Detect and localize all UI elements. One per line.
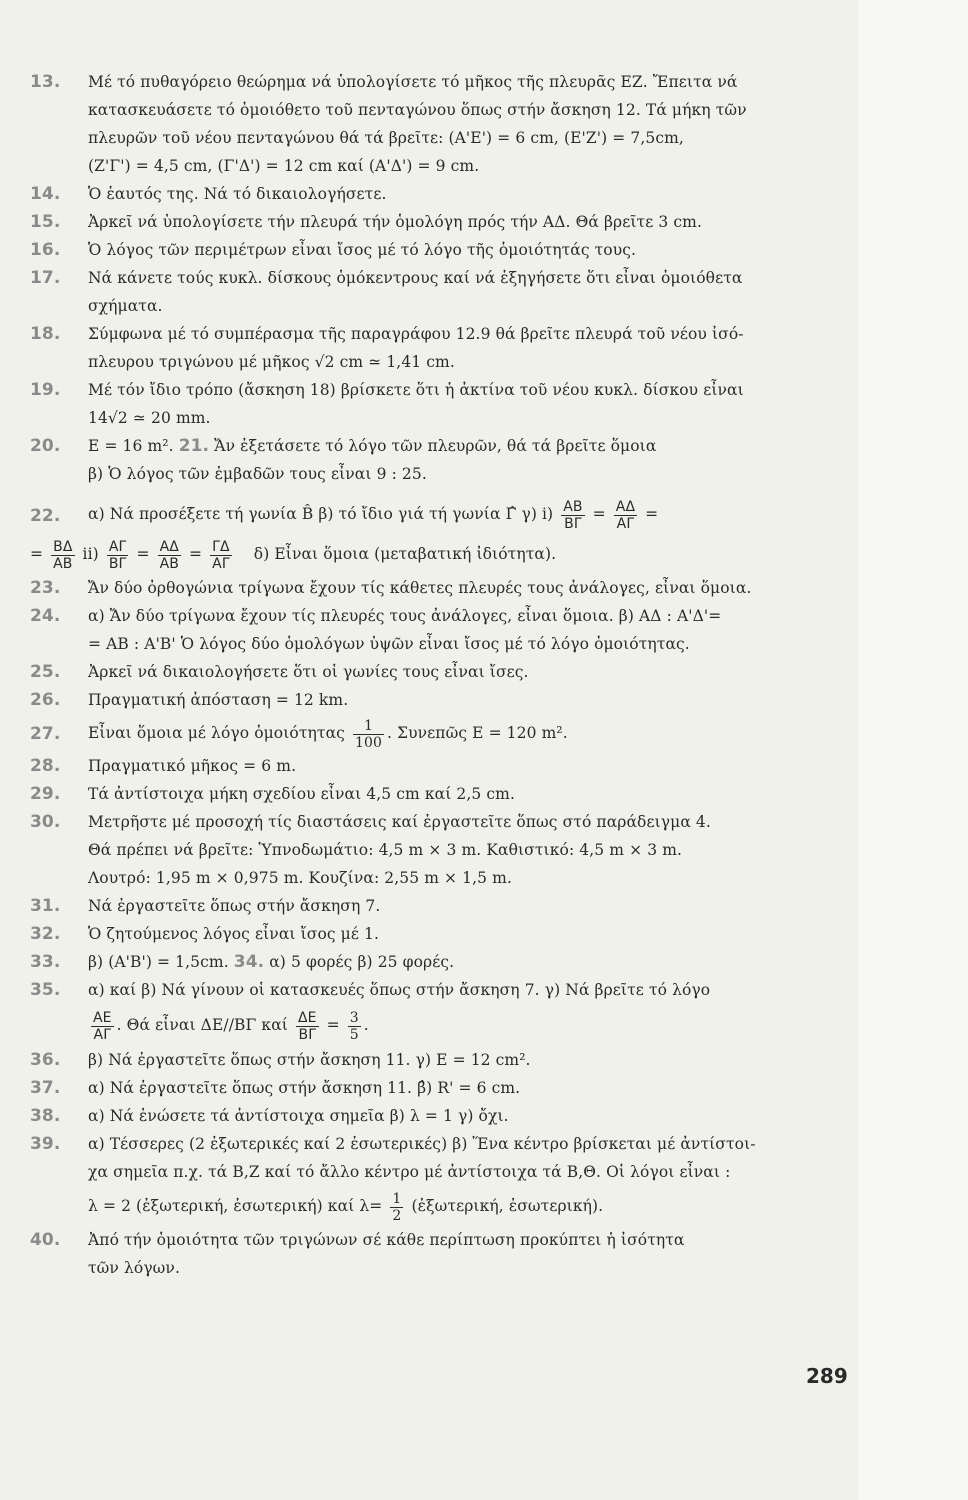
answer-text-line	[88, 494, 850, 534]
answer-17	[30, 264, 850, 320]
answer-number: 36.	[30, 1050, 61, 1070]
answer-text: . Συνεπῶς Ε = 120 m².	[387, 724, 568, 742]
answer-31	[30, 892, 850, 920]
answer-text: β) (Α'Β') = 1,5cm.	[88, 953, 229, 971]
answer-37	[30, 1074, 850, 1102]
answer-30	[30, 808, 850, 892]
answer-text-line: Ὁ ἑαυτός της. Νά τό δικαιολογήσετε.	[88, 185, 387, 203]
fraction-ad-ag: $\frac{A\Delta}{A\Gamma}$	[615, 498, 636, 532]
answer-text: λ = 2 (ἐξωτερική, ἐσωτερική) καί λ=	[88, 1197, 383, 1215]
answer-number: 37.	[30, 1078, 61, 1098]
answer-number: 24.	[30, 606, 61, 626]
answer-text-line	[88, 432, 850, 460]
answer-text-line: Μέ τό πυθαγόρειο θεώρημα νά ὑπολογίσετε τό μῆκος τῆς πλευρᾶς ΕΖ. Ἔπειτα νά	[88, 73, 738, 91]
answer-text-line	[88, 714, 850, 752]
answer-number: 14.	[30, 184, 61, 204]
equals-sign: =	[592, 505, 606, 523]
answer-text-line: Ἀρκεῖ νά δικαιολογήσετε ὅτι οἱ γωνίες τους εἶναι ἴσες.	[88, 663, 529, 681]
answer-text-line: χα σημεῖα π.χ. τά Β,Ζ καί τό ἄλλο κέντρο μέ ἀντίστοιχα τά Β,Θ. Οἱ λόγοι εἶναι :	[88, 1163, 731, 1181]
answer-39	[30, 1130, 850, 1226]
answer-text-line: Θά πρέπει νά βρεῖτε: Ὑπνοδωμάτιο: 4,5 m × 3 m. Καθιστικό: 4,5 m × 3 m.	[88, 841, 683, 859]
answer-36	[30, 1046, 850, 1074]
answer-number: 25.	[30, 662, 61, 682]
answer-19	[30, 376, 850, 432]
answer-33	[30, 948, 850, 976]
equals-sign: =	[326, 1016, 340, 1034]
answer-text-line: Ὁ ζητούμενος λόγος εἶναι ἴσος μέ 1.	[88, 925, 380, 943]
answer-text-line: Ἀρκεῖ νά ὑπολογίσετε τήν πλευρά τήν ὁμολόγη πρός τήν ΑΔ. Θά βρεῖτε 3 cm.	[88, 213, 702, 231]
answer-32	[30, 920, 850, 948]
answer-number: 17.	[30, 268, 61, 288]
fraction-1-2: $\frac{1}{2}$	[392, 1190, 402, 1224]
answer-text-line: Πραγματική ἀπόσταση = 12 km.	[88, 691, 349, 709]
answer-text-line: πλευρου τριγώνου μέ μῆκος √2 cm ≃ 1,41 cm.	[88, 353, 455, 371]
answer-text-line	[88, 1186, 850, 1226]
answer-text-line: α) Τέσσερες (2 ἐξωτερικές καί 2 ἐσωτερικές) β) Ἕνα κέντρο βρίσκεται μέ ἀντίστοι-	[88, 1135, 756, 1153]
answer-38	[30, 1102, 850, 1130]
answer-number: 35.	[30, 980, 61, 1000]
answer-number: 20.	[30, 436, 61, 456]
answer-number: 31.	[30, 896, 61, 916]
answer-text-line: Ἀπό τήν ὁμοιότητα τῶν τριγώνων σέ κάθε περίπτωση προκύπτει ἡ ἰσότητα	[88, 1231, 685, 1249]
answer-28	[30, 752, 850, 780]
answer-24	[30, 602, 850, 658]
answer-number: 15.	[30, 212, 61, 232]
answer-text-line: Ὁ λόγος τῶν περιμέτρων εἶναι ἴσος μέ τό λόγο τῆς ὁμοιότητάς τους.	[88, 241, 637, 259]
fraction-gd-ag: $\frac{\Gamma\Delta}{A\Gamma}$	[212, 538, 230, 572]
answer-35	[30, 976, 850, 1046]
answer-number: 19.	[30, 380, 61, 400]
answer-text-line: Μετρῆστε μέ προσοχή τίς διαστάσεις καί ἐργαστεῖτε ὅπως στό παράδειγμα 4.	[88, 813, 711, 831]
answer-text-line: κατασκευάσετε τό ὁμοιόθετο τοῦ πενταγώνου ὅπως στήν ἄσκηση 12. Τά μήκη τῶν	[88, 101, 747, 119]
answer-40	[30, 1226, 850, 1282]
answer-number: 32.	[30, 924, 61, 944]
fraction-1-100: $\frac{1}{100}$	[354, 717, 382, 751]
answer-23	[30, 574, 850, 602]
answer-13	[30, 68, 850, 180]
answer-text: (ἐξωτερική, ἐσωτερική).	[411, 1197, 604, 1215]
answer-text-line: Νά κάνετε τούς κυκλ. δίσκους ὁμόκεντρους καί νά ἐξηγήσετε ὅτι εἶναι ὁμοιόθετα	[88, 269, 743, 287]
answer-number: 38.	[30, 1106, 61, 1126]
fraction-3-5: $\frac{3}{5}$	[349, 1009, 359, 1043]
answer-text-line: β) Νά ἐργαστεῖτε ὅπως στήν ἄσκηση 11. γ) Ε = 12 cm².	[88, 1051, 531, 1069]
fraction-ag-bg: $\frac{A\Gamma}{B\Gamma}$	[108, 538, 127, 572]
answer-text-line: α) καί β) Νά γίνουν οἱ κατασκευές ὅπως στήν ἄσκηση 7. γ) Νά βρεῖτε τό λόγο	[88, 981, 711, 999]
answer-number: 30.	[30, 812, 61, 832]
answer-20	[30, 432, 850, 488]
answer-text: α) Νά προσέξετε τή γωνία B̂ β) τό ἴδιο γιά τή γωνία Γ̂ γ) i)	[88, 505, 554, 523]
page-number: 289	[806, 1364, 848, 1388]
answer-text-line: Μέ τόν ἴδιο τρόπο (ἄσκηση 18) βρίσκετε ὅτι ἡ ἀκτίνα τοῦ νέου κυκλ. δίσκου εἶναι	[88, 381, 744, 399]
answer-number: 13.	[30, 72, 61, 92]
answer-number: 29.	[30, 784, 61, 804]
answer-text-line: α) Νά ἐργαστεῖτε ὅπως στήν ἄσκηση 11. β̂) R' = 6 cm.	[88, 1079, 521, 1097]
answers-page	[30, 68, 850, 1282]
answer-text-line: Πραγματικό μῆκος = 6 m.	[88, 757, 297, 775]
answer-text: Ε = 16 m².	[88, 437, 174, 455]
answer-number: 27.	[30, 724, 61, 744]
answer-text-line: 14√2 ≃ 20 mm.	[88, 409, 211, 427]
fraction-ab-bg: $\frac{AB}{B\Gamma}$	[563, 498, 583, 532]
answer-text: Εἶναι ὅμοια μέ λόγο ὁμοιότητας	[88, 724, 345, 742]
equals-sign: =	[189, 545, 203, 563]
answer-number: 33.	[30, 952, 61, 972]
answer-text-line: τῶν λόγων.	[88, 1259, 180, 1277]
answer-text: Ἄν ἐξετάσετε τό λόγο τῶν πλευρῶν, θά τά βρεῖτε ὅμοια	[214, 437, 657, 455]
item-label: ii)	[82, 545, 99, 563]
answer-number: 16.	[30, 240, 61, 260]
period: .	[363, 1016, 369, 1034]
answer-number: 28.	[30, 756, 61, 776]
answer-text-line	[88, 1004, 850, 1046]
answer-text-line: Νά ἐργαστεῖτε ὅπως στήν ἄσκηση 7.	[88, 897, 381, 915]
answer-number: 40.	[30, 1230, 61, 1250]
answer-text-line: σχήματα.	[88, 297, 163, 315]
fraction-ad-ab: $\frac{A\Delta}{AB}$	[159, 538, 179, 572]
page-margin-strip	[858, 0, 968, 1500]
answer-text-line: Σύμφωνα μέ τό συμπέρασμα τῆς παραγράφου 12.9 θά βρεῖτε πλευρά τοῦ νέου ἰσό-	[88, 325, 744, 343]
answer-14	[30, 180, 850, 208]
answer-text-line: β) Ὁ λόγος τῶν ἐμβαδῶν τους εἶναι 9 : 25.	[88, 465, 427, 483]
answer-number: 18.	[30, 324, 61, 344]
answer-text-line: πλευρῶν τοῦ νέου πενταγώνου θά τά βρεῖτε: (Α'Ε') = 6 cm, (Ε'Ζ') = 7,5cm,	[88, 129, 684, 147]
answer-15	[30, 208, 850, 236]
answer-22	[30, 494, 850, 574]
answer-18	[30, 320, 850, 376]
answer-number: 39.	[30, 1134, 61, 1154]
answer-number: 34.	[233, 952, 265, 972]
answer-27	[30, 714, 850, 752]
answer-text-line	[30, 534, 850, 574]
answer-text-line	[88, 948, 850, 976]
fraction-bd-ab: $\frac{B\Delta}{AB}$	[53, 538, 73, 572]
answer-text: α) 5 φορές β) 25 φορές.	[269, 953, 455, 971]
answer-text-line: α) Ἄν δύο τρίγωνα ἔχουν τίς πλευρές τους ἀνάλογες, εἶναι ὅμοια. β) ΑΔ : Α'Δ'=	[88, 607, 722, 625]
answer-number: 21.	[178, 436, 210, 456]
answer-29	[30, 780, 850, 808]
equals-sign: =	[30, 545, 44, 563]
answer-16	[30, 236, 850, 264]
answer-number: 23.	[30, 578, 61, 598]
answer-text-line: (Ζ'Γ') = 4,5 cm, (Γ'Δ') = 12 cm καί (Α'Δ') = 9 cm.	[88, 157, 480, 175]
answer-number: 26.	[30, 690, 61, 710]
answer-text-line: = ΑΒ : Α'Β' Ὁ λόγος δύο ὁμολόγων ὑψῶν εἶναι ἴσος μέ τό λόγο ὁμοιότητας.	[88, 635, 690, 653]
answer-text-line: Λουτρό: 1,95 m × 0,975 m. Κουζίνα: 2,55 m × 1,5 m.	[88, 869, 512, 887]
answer-text-line: α) Νά ἑνώσετε τά ἀντίστοιχα σημεῖα β) λ = 1 γ) ὄχι.	[88, 1107, 509, 1125]
fraction-ae-ag: $\frac{AE}{A\Gamma}$	[93, 1009, 112, 1043]
answer-text-line: Τά ἀντίστοιχα μήκη σχεδίου εἶναι 4,5 cm καί 2,5 cm.	[88, 785, 516, 803]
answer-text-line: Ἄν δύο ὀρθογώνια τρίγωνα ἔχουν τίς κάθετες πλευρές τους ἀνάλογες, εἶναι ὅμοια.	[88, 579, 752, 597]
answer-25	[30, 658, 850, 686]
fraction-de-bg: $\frac{\Delta E}{B\Gamma}$	[297, 1009, 317, 1043]
answer-26	[30, 686, 850, 714]
answer-text: . Θά εἶναι ΔΕ//ΒΓ καί	[116, 1016, 288, 1034]
equals-sign: =	[645, 505, 659, 523]
answer-number: 22.	[30, 506, 61, 526]
equals-sign: =	[136, 545, 150, 563]
answer-text: δ) Εἶναι ὅμοια (μεταβατική ἰδιότητα).	[253, 545, 557, 563]
